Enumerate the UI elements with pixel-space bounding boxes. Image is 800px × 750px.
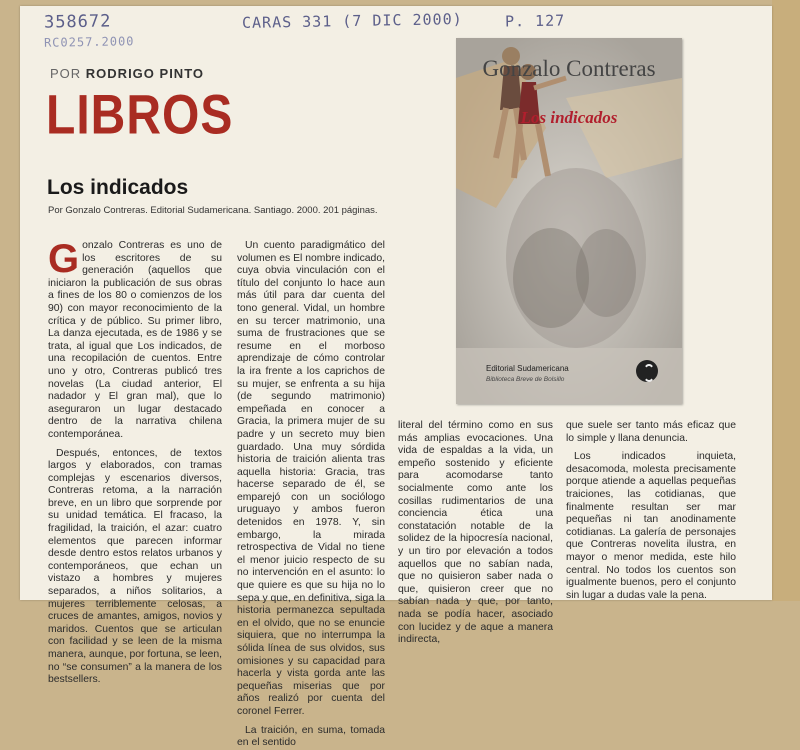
handwritten-id-number: 358672	[43, 11, 112, 33]
paragraph: Un cuento paradigmático del volumen es El nombre indicado, cuya obvia vinculación con el título del conjunto lo hace aun más útil para dar cuenta del tono general. Vidal, un hombre en su tercer matrimonio, una suma de frustraciones que se resume en el morboso aprendizaje de cómo controlar la ira frente a los caprichos de su mujer, se enfrenta a su hija (de segundo matrimonio) empeñada en conocer a Gracia, la primera mujer de su padre y un secreto muy bien guardado. Una muy sórdida historia de traición alienta tras aquella historia: Gracia, tras hacerse separado de él, se emparejó con un sociólogo uruguayo y ambos fueron detenidos en 1978. Y, sin embargo, la mirada retrospectiva de Vidal no tiene el menor juicio respecto de su no intervención en el asunto: lo que quiere es que su hija no lo sepa y que, en definitiva, siga la historia permanezca sepultada en el olvido, que no se enuncie siquiera, que no interrumpa la sólida línea de sus olvidos, sus omisiones y su capacidad para hacerla y vista gorda ante las pequeñas miserias que por años realizó por cuenta del coronel Ferrer.	[237, 240, 385, 717]
background-strip	[772, 0, 800, 601]
publisher-logo-icon	[636, 360, 658, 382]
cover-author: Gonzalo Contreras	[482, 56, 656, 81]
paragraph: Los indicados inquieta, desacomoda, molesta precisamente porque atiende a aquellas pequeñas traiciones, las cotidianas, que finalmente resultan ser mar pequeñas ni tan anodinamente cotidianas. La galería de personajes que Contreras novelita ilustra, en mayor o menor medida, este hilo central. No todos los cuentos son igualmente buenos, pero el conjunto sin lugar a dudas vale la pena.	[566, 451, 736, 601]
paragraph: que suele ser tanto más eficaz que lo simple y llana denuncia.	[566, 420, 736, 444]
article-headline: Los indicados	[47, 176, 189, 199]
cover-publisher: Editorial Sudamericana	[486, 364, 569, 373]
paragraph: Después, entonces, de textos largos y elaborados, con tramas complejas y escenarios diversos, Contreras retoma, a la narración breve, en un libro que sorprende por su unidad temática. El fracaso, la fragilidad, la traición, el azar: cuatro elementos que parecen informar desde dentro estos relatos urbanos y contemporáneos, que echan un vistazo a hombres y mujeres separados, a niños solitarios, a mujeres terriblemente celosas, a cruces de amantes, amigos, novios y maridos. Cuentos que se articulan con facilidad y se leen de la misma manera, aunque, por fortuna, se leen, no “se consumen” a la manera de los bestsellers.	[48, 447, 222, 686]
cover-title: Los indicados	[520, 108, 618, 127]
cover-series: Biblioteca Breve de Bolsillo	[486, 376, 565, 383]
byline	[50, 66, 204, 81]
article-credits: Por Gonzalo Contreras. Editorial Sudamericana. Santiago. 2000. 201 páginas.	[48, 205, 378, 216]
paragraph	[48, 237, 222, 442]
article-column-3	[398, 420, 553, 646]
drop-cap: G	[48, 237, 80, 281]
paragraph: La traición, en suma, tomada en el sentido	[237, 724, 385, 749]
paragraph: literal del término como en sus más amplias evocaciones. Una vida de espaldas a la vida, un empeño sostenido y eficiente para acomodarse tanto socialmente como ante los cosillas rudimentarios de una conciencia ética una constatación notable de la solidez de la hipocresía nacional, y un tiro por elevación a todos aquellos que no sabían nada, que no quisieron saber nada o que, quisieron creer que no sabían nada y que, por tanto, nada se podía hacer, asociado con lucidez y de aque a manera indirecta,	[398, 420, 553, 646]
handwritten-source-note: CARAS 331 (7 DIC 2000)	[241, 10, 463, 32]
article-column-1	[48, 237, 222, 686]
article-column-4	[566, 420, 736, 601]
cover-photo-illustration	[456, 38, 682, 404]
handwritten-code: RC0257.2000	[43, 34, 135, 50]
section-title: LIBROS	[46, 85, 234, 147]
byline-author: RODRIGO PINTO	[85, 66, 205, 81]
handwritten-page-note: P. 127	[504, 11, 566, 31]
byline-prefix: POR	[50, 66, 82, 81]
book-cover-image	[456, 38, 682, 404]
article-column-2	[237, 240, 385, 749]
paragraph-text: onzalo Contreras es uno de los escritores de su generación (aquellos que iniciaron la publicación de sus obras a fines de los 80 o comienzos de los 90) con mayor reconocimiento de la crítica y de público. Su primer libro, La danza ejecutada, es de 1986 y se trata, al igual que Los indicados, de una recopilación de cuentos. Entre uno y otro, Contreras publicó tres novelas (La ciudad anterior, El nadador y El gran mal), que lo aseguraron un lugar destacado dentro de la narrativa chilena contemporánea.	[48, 240, 222, 440]
